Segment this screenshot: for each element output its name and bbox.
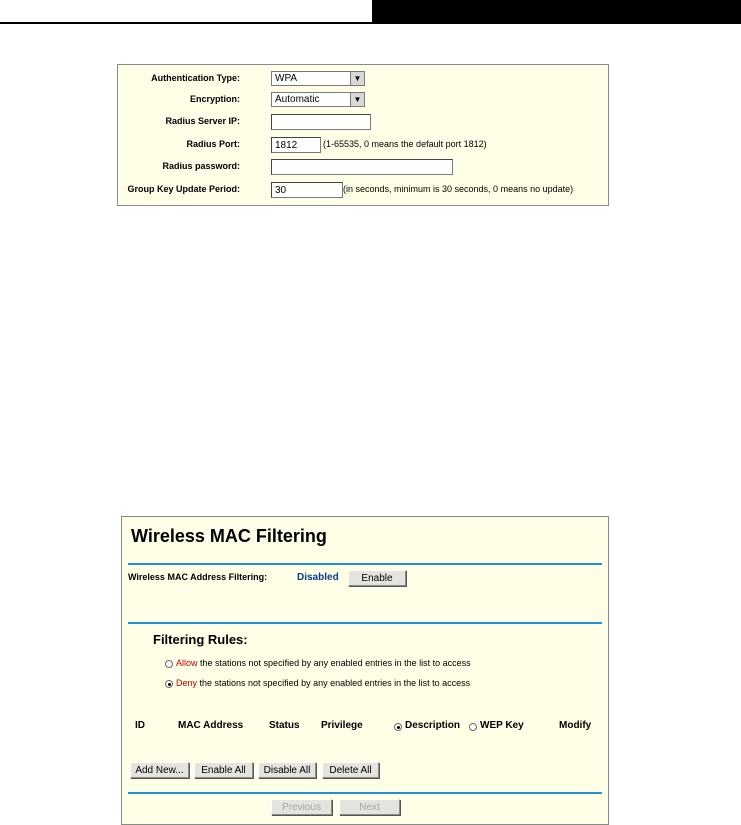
wpa-settings-panel [117,64,609,206]
radius-ip-input[interactable] [271,114,371,130]
disable-all-button[interactable]: Disable All [258,762,316,778]
radius-ip-label: Radius Server IP: [165,116,240,126]
deny-option-text [176,678,470,688]
column-wep-key: WEP Key [480,720,524,731]
column-privilege: Privilege [321,720,363,731]
radius-port-label: Radius Port: [186,139,240,149]
encryption-select[interactable] [271,92,365,107]
column-description: Description [405,720,461,731]
radius-password-label: Radius password: [162,161,240,171]
radius-port-input[interactable]: 1812 [271,137,321,153]
status-badge: Disabled [297,572,339,583]
chevron-down-icon[interactable]: ▼ [350,72,364,85]
auth-type-value: WPA [275,73,298,84]
column-mac-address: MAC Address [178,720,244,731]
column-status: Status [269,720,300,731]
group-key-label: Group Key Update Period: [127,184,240,194]
deny-radio[interactable] [165,680,173,688]
footer-divider [128,792,602,794]
previous-button[interactable]: Previous [271,799,332,815]
allow-option-text [176,658,471,668]
allow-radio[interactable] [165,660,173,668]
auth-type-select[interactable] [271,71,365,86]
enable-all-button[interactable]: Enable All [194,762,253,778]
radius-port-hint: (1-65535, 0 means the default port 1812) [323,139,487,149]
wep-key-radio[interactable] [469,723,477,731]
auth-type-row [118,70,608,90]
column-id: ID [135,720,145,731]
radius-port-row [118,136,608,156]
column-modify: Modify [559,720,592,731]
mac-filtering-panel [121,516,609,825]
deny-word: Deny [176,678,198,688]
title-divider [128,563,602,565]
enable-button[interactable]: Enable [348,570,406,586]
filtering-rules-title: Filtering Rules: [153,632,248,647]
encryption-value: Automatic [275,94,320,105]
page-title: Wireless MAC Filtering [131,526,327,546]
header-rule [0,22,741,24]
radius-password-input[interactable] [271,159,453,175]
section-divider [128,622,602,624]
header-black-bar [372,0,741,23]
allow-word: Allow [176,658,198,668]
allow-rest: the stations not specified by any enabled entries in the list to access [197,658,471,668]
delete-all-button[interactable]: Delete All [322,762,379,778]
radius-ip-row [118,113,608,133]
auth-type-label: Authentication Type: [151,73,240,83]
encryption-label: Encryption: [189,94,240,104]
radius-password-row [118,158,608,178]
add-new-button[interactable]: Add New... [130,762,189,778]
group-key-input[interactable]: 30 [271,182,343,198]
group-key-row [118,181,608,201]
deny-rest: the stations not specified by any enabled entries in the list to access [197,678,471,688]
encryption-row [118,91,608,111]
chevron-down-icon[interactable]: ▼ [350,93,364,106]
group-key-hint: (in seconds, minimum is 30 seconds, 0 means no update) [343,184,574,194]
mac-filtering-label: Wireless MAC Address Filtering: [128,572,268,582]
description-radio[interactable] [394,723,402,731]
next-button[interactable]: Next [339,799,400,815]
